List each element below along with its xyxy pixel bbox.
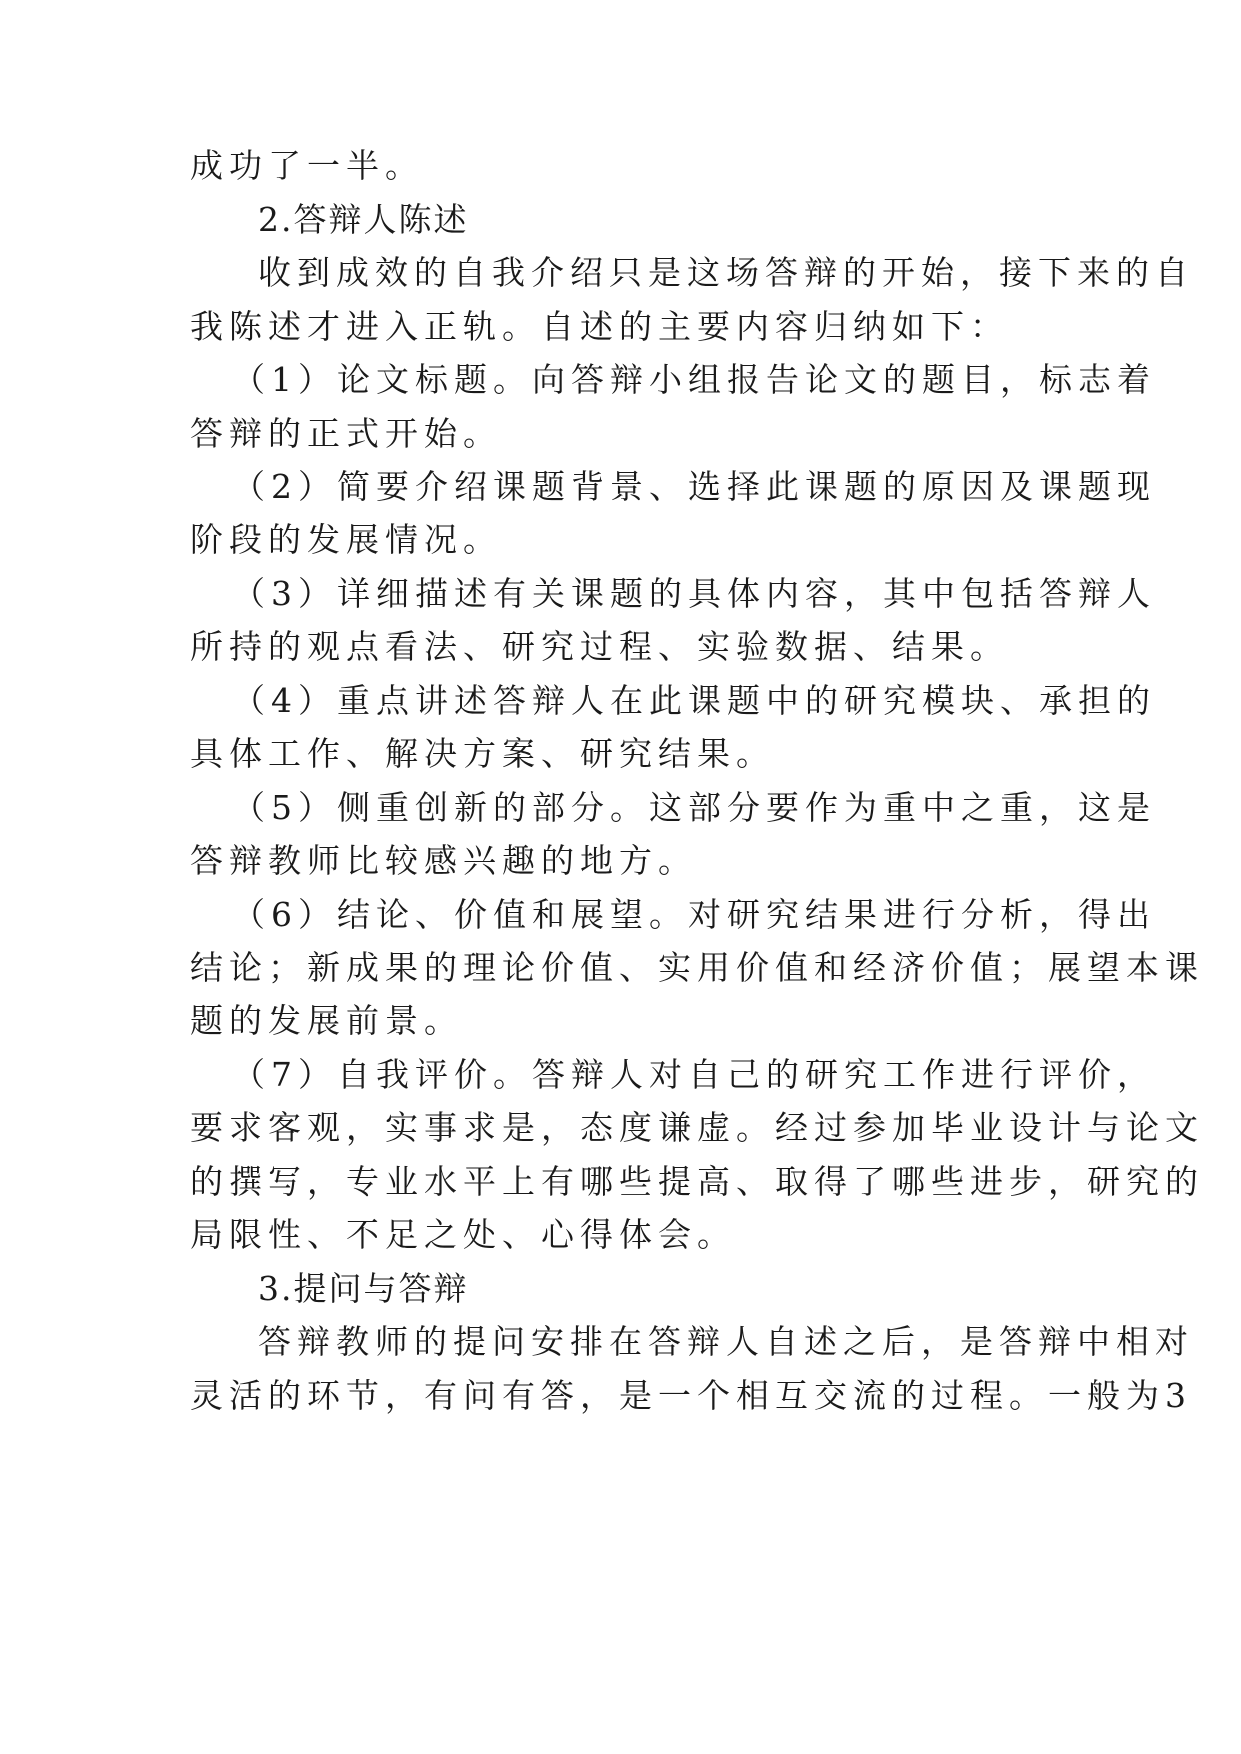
text-line: 答辩教师比较感兴趣的地方。 — [190, 841, 697, 880]
section-heading: 2.答辩人陈述 — [258, 200, 469, 239]
text-line: 成功了一半。 — [190, 146, 424, 185]
section-heading: 3.提问与答辩 — [258, 1269, 469, 1308]
list-item-line: （6）结论、价值和展望。对研究结果进行分析，得出 — [232, 895, 1156, 934]
list-item-line: （7）自我评价。答辩人对自己的研究工作进行评价， — [232, 1055, 1156, 1094]
text-line: 具体工作、解决方案、研究结果。 — [190, 734, 775, 773]
text-line: 答辩教师的提问安排在答辩人自述之后，是答辩中相对 — [258, 1322, 1194, 1361]
list-item-line: （1）论文标题。向答辩小组报告论文的题目，标志着 — [232, 360, 1156, 399]
list-item-line: （2）简要介绍课题背景、选择此课题的原因及课题现 — [232, 467, 1156, 506]
text-line: 的撰写，专业水平上有哪些提高、取得了哪些进步，研究的 — [190, 1162, 1204, 1201]
text-line: 我陈述才进入正轨。自述的主要内容归纳如下： — [190, 307, 1009, 346]
text-line: 收到成效的自我介绍只是这场答辩的开始，接下来的自 — [258, 253, 1194, 292]
text-line: 所持的观点看法、研究过程、实验数据、结果。 — [190, 627, 1009, 666]
text-line: 答辩的正式开始。 — [190, 414, 502, 453]
text-line: 结论；新成果的理论价值、实用价值和经济价值；展望本课 — [190, 948, 1204, 987]
text-line: 要求客观，实事求是，态度谦虚。经过参加毕业设计与论文 — [190, 1108, 1204, 1147]
list-item-line: （3）详细描述有关课题的具体内容，其中包括答辩人 — [232, 574, 1156, 613]
text-line: 局限性、不足之处、心得体会。 — [190, 1215, 736, 1254]
text-line: 阶段的发展情况。 — [190, 520, 502, 559]
text-line: 灵活的环节，有问有答，是一个相互交流的过程。一般为3 — [190, 1376, 1192, 1415]
text-line: 题的发展前景。 — [190, 1001, 463, 1040]
list-item-line: （4）重点讲述答辩人在此课题中的研究模块、承担的 — [232, 681, 1156, 720]
list-item-line: （5）侧重创新的部分。这部分要作为重中之重，这是 — [232, 788, 1156, 827]
